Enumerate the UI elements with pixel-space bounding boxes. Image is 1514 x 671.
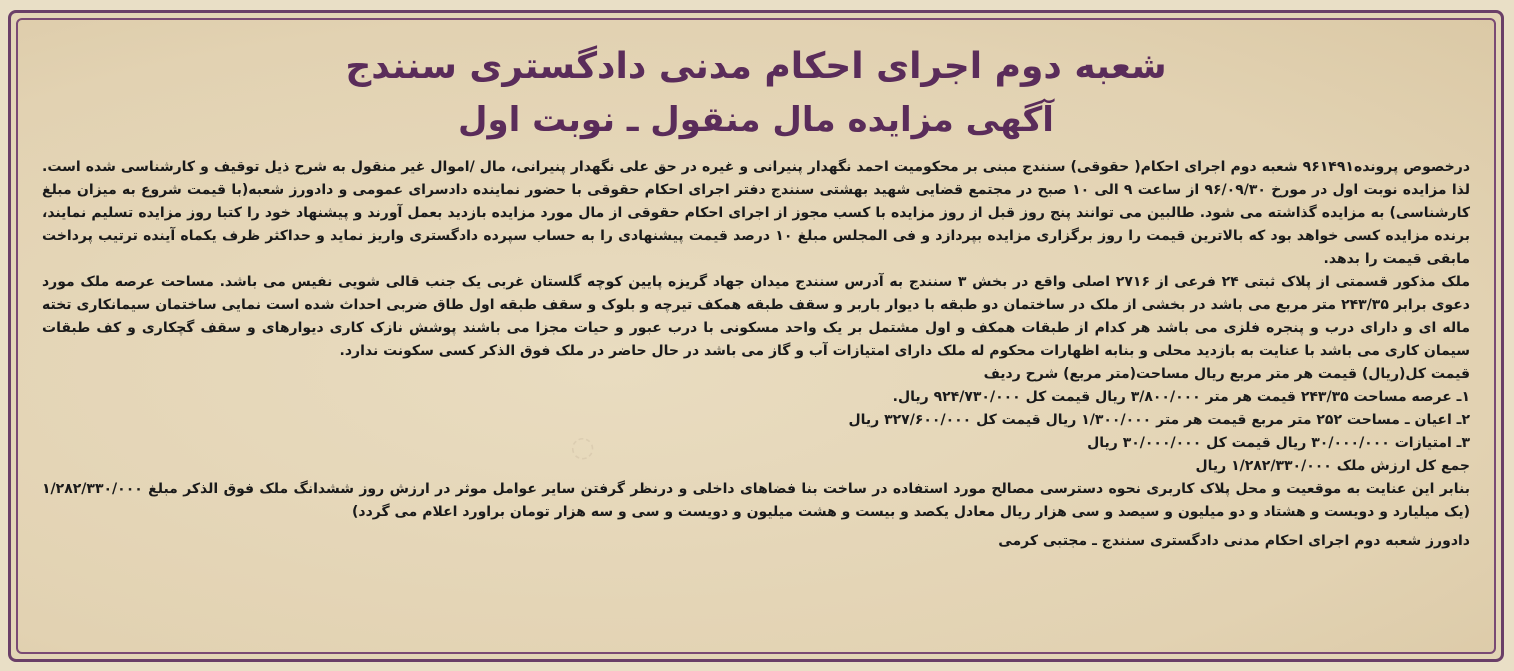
price-row: ۲ـ اعیان ـ مساحت ۲۵۲ متر مربع قیمت هر متر ۱/۳۰۰/۰۰۰ ریال قیمت کل ۳۲۷/۶۰۰/۰۰۰ ریال [848,412,1470,428]
notice-frame [8,10,1504,662]
valuation-paragraph: بنابر این عنایت به موقعیت و محل پلاک کاربری نحوه دسترسی مصالح مورد استفاده در ساخت بنا فضاهای داخلی و درنظر گرفتن سایر عوامل موثر در ارزش روز ششدانگ ملک فوق الذکر مبلغ ۱/۲۸۲/۳۳۰/۰۰۰ (یک میلیارد و دویست و هشتاد و دو میلیون و سیصد و سی هزار ریال معادل یکصد و بیست و هشت میلیون و دویست و سی و سه هزار تومان براورد اعلام می گردد) [42,481,1470,520]
price-table-header: قیمت کل(ریال) قیمت هر متر مربع ریال مساحت(متر مربع) شرح ردیف [983,366,1470,382]
notice-panel [16,18,1496,654]
price-row: ۳ـ امتیازات ۳۰/۰۰۰/۰۰۰ ریال قیمت کل ۳۰/۰۰۰/۰۰۰ ریال [1087,435,1470,451]
notice-body [42,156,1470,553]
price-total: جمع کل ارزش ملک ۱/۲۸۲/۳۳۰/۰۰۰ ریال [1195,458,1470,474]
property-description: ملک مذکور قسمتی از پلاک ثبتی ۲۴ فرعی از ۲۷۱۶ اصلی واقع در بخش ۳ سنندج به آدرس سنندج میدان جهاد گریزه پایین کوچه گلستان غربی یک جنب قالی شویی نفیس می باشد. مساحت عرصه ملک مورد دعوی برابر ۲۴۳/۳۵ متر مربع می باشد در بخشی از ملک در ساختمان دو طبقه با دیوار باربر و سقف طبقه همکف تیرچه و بلوک و سقف طبقه اول طاق ضربی احداث شده است نمایی ساختمان سیمانکاری تخته ماله ای و دارای درب و پنجره فلزی می باشد هر کدام از طبقات همکف و اول مشتمل بر یک واحد مسکونی با درب عبور و حیات مجزا می باشند پوشش نازک کاری دیوارهای و سقف گچکاری و کف طبقات سیمان کاری می باشد با عنایت به بازدید محلی و بنابه اظهارات محکوم له ملک دارای امتیازات آب و گاز می باشد در حال حاضر در ملک فوق الذکر کسی سکونت ندارد. [42,274,1470,359]
price-row: ۱ـ عرصه مساحت ۲۴۳/۳۵ قیمت هر متر ۳/۸۰۰/۰۰۰ ریال قیمت کل ۹۲۴/۷۳۰/۰۰۰ ریال. [892,389,1470,405]
signature-line: دادورز شعبه دوم اجرای احکام مدنی دادگستری سنندج ـ مجتبی کرمی [998,533,1470,549]
notice-subtitle: آگهی مزایده مال منقول ـ نوبت اول [458,100,1054,140]
intro-paragraph: درخصوص پرونده۹۶۱۴۹۱ شعبه دوم اجرای احکام( حقوقی) سنندج مبنی بر محکومیت احمد نگهدار پنیرانی و غیره در حق علی نگهدار پنیرانی، مال /اموال غیر منقول به شرح ذیل توقیف و کارشناسی شده است. لذا مزایده نوبت اول در مورخ ۹۶/۰۹/۳۰ از ساعت ۹ الی ۱۰ صبح در مجتمع قضایی شهید بهشتی سنندج دفتر اجرای احکام حقوقی با حضور نماینده دادسرای عمومی و دادورز شعبه(با قیمت شروع به میزان مبلغ کارشناسی) به مزایده گذاشته می شود. طالبین می توانند پنج روز قبل از روز مزایده با کسب مجوز از اجرای احکام حقوقی از مال مورد مزایده بازدید بعمل آورند و پیشنهاد خود را کتبا روز مزایده تسلیم نمایند، برنده مزایده کسی خواهد بود که بالاترین قیمت را روز برگزاری مزایده بپردازد و فی المجلس مبلغ ۱۰ درصد قیمت پیشنهادی را به حساب سپرده دادگستری واریز نماید و حداکثر ظرف یکماه آینده ترتیب پرداخت مابقی قیمت را بدهد. [42,159,1471,267]
notice-title: شعبه دوم اجرای احکام مدنی دادگستری سنندج [345,46,1167,87]
